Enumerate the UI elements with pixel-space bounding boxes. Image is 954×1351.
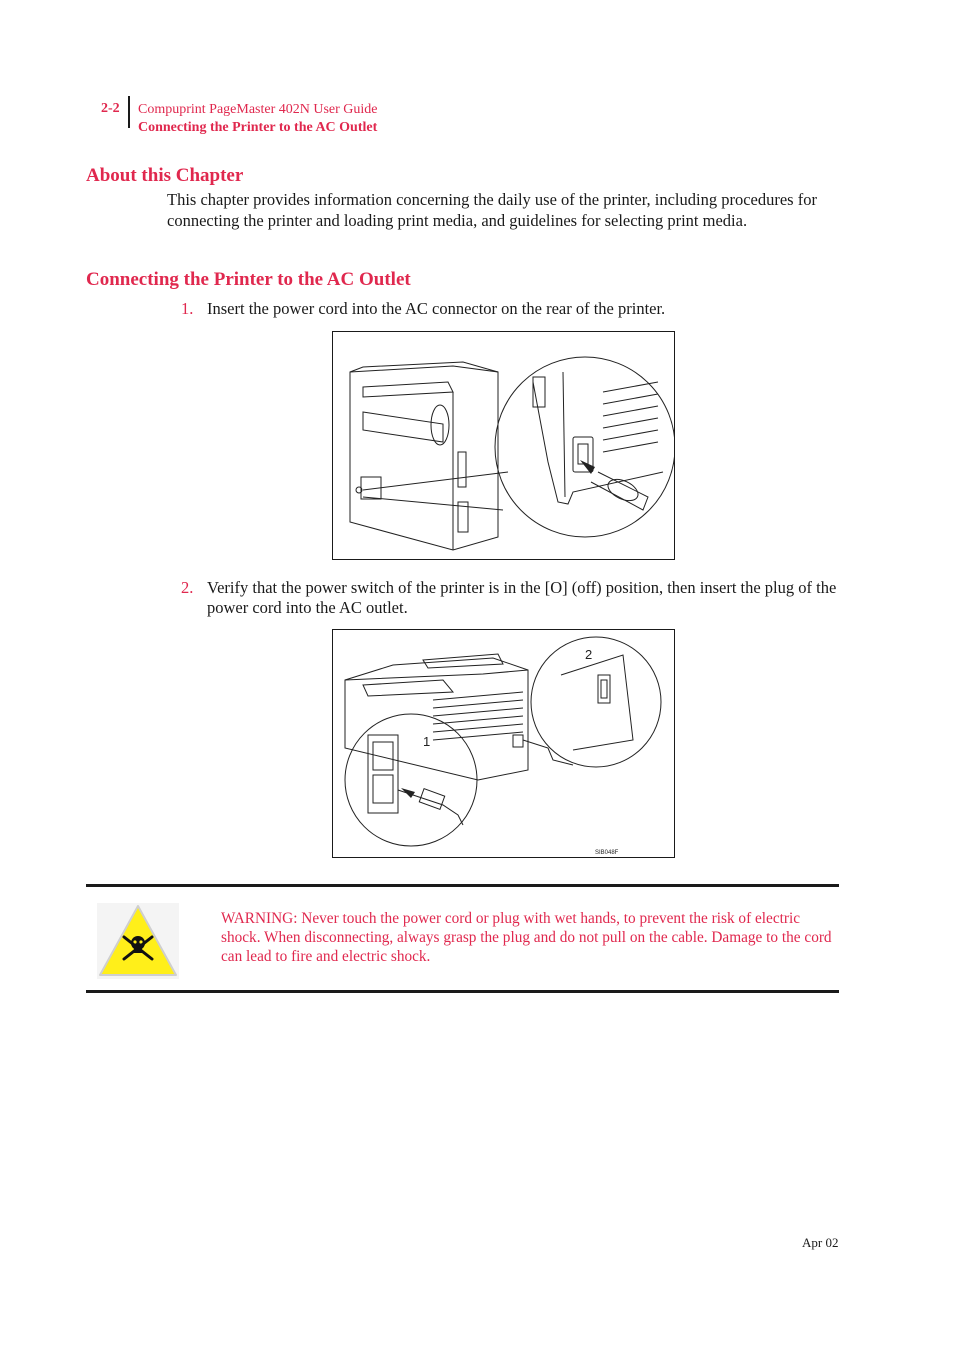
section-title: Connecting the Printer to the AC Outlet: [138, 120, 378, 135]
about-heading: About this Chapter: [86, 165, 244, 186]
running-header: [138, 101, 378, 137]
step-1-text: Insert the power cord into the AC connector on the rear of the printer.: [207, 299, 666, 318]
step-2-text: Verify that the power switch of the printer is in the [O] (off) position, then insert the plug of the power cord into the AC outlet.: [207, 578, 837, 617]
page-number: 2-2: [101, 101, 120, 116]
step-2-number: 2.: [181, 578, 194, 597]
printer-outlet-illustration: [333, 630, 674, 857]
step-1-number: 1.: [181, 299, 194, 318]
callout-2: 2: [585, 647, 593, 662]
footer-date: Apr 02: [802, 1235, 839, 1250]
figure-code: SIB048F: [595, 850, 619, 856]
about-paragraph: This chapter provides information concerning the daily use of the printer, including procedures for connecting the printer and loading print media, and guidelines for selecting print media.: [167, 190, 817, 230]
callout-1: 1: [423, 734, 431, 749]
connecting-heading: Connecting the Printer to the AC Outlet: [86, 269, 411, 290]
printer-rear-illustration: [333, 332, 674, 559]
figure-power-cord-rear: [332, 331, 675, 560]
figure-power-outlet: [332, 629, 675, 858]
warning-bottom-rule: [86, 990, 839, 993]
warning-text: WARNING: Never touch the power cord or plug with wet hands, to prevent the risk of electric shock. When disconnecting, always grasp the plug and do not pull on the cable. Damage to the cord can lead to fire and electric shock.: [221, 910, 832, 965]
header-divider: [128, 96, 130, 128]
warning-top-rule: [86, 884, 839, 887]
skull-crossbones-warning-icon: [97, 903, 179, 979]
guide-title: Compuprint PageMaster 402N User Guide: [138, 102, 378, 117]
